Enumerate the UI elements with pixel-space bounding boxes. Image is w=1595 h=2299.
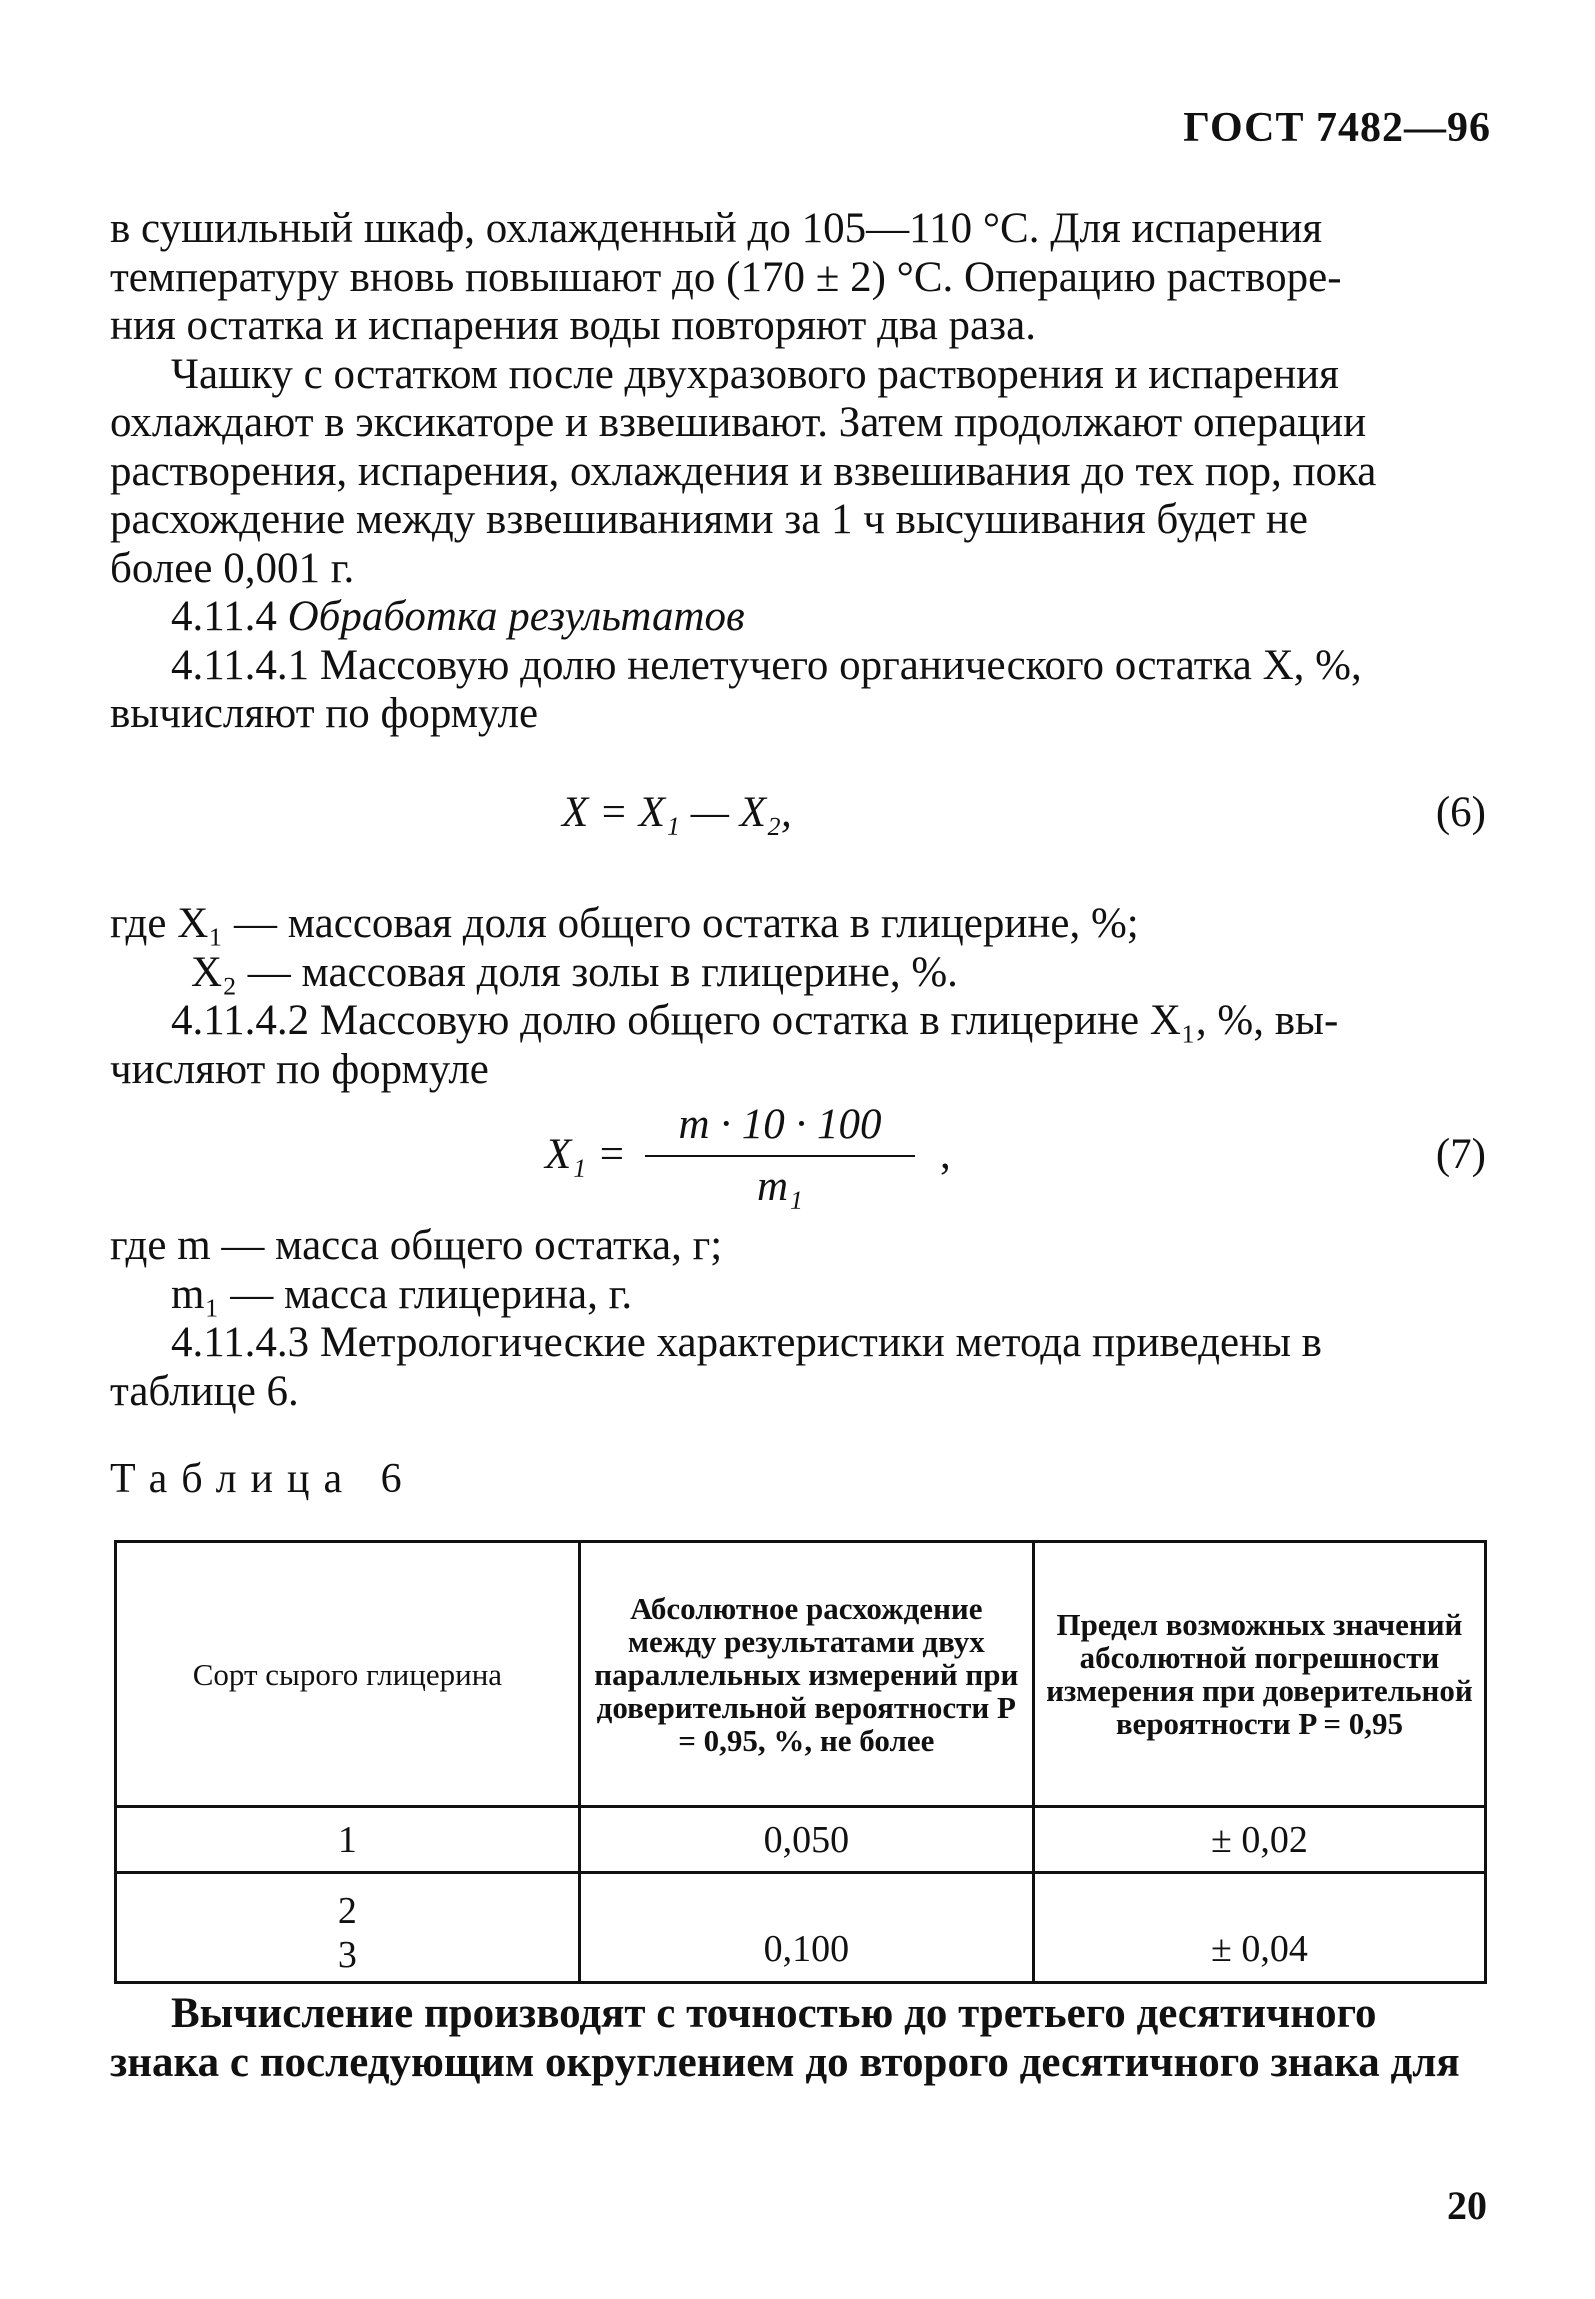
text-line: температуру вновь повышают до (170 ± 2) °С. Операцию растворе- [110,253,1342,301]
text-line: расхождение между взвешиваниями за 1 ч высушивания будет не [110,496,1308,543]
table-cell [579,1873,1033,1983]
table-cell: 0,050 [579,1807,1033,1873]
formula-7-numerator: m · 10 · 100 [678,1101,882,1148]
text-line: знака с последующим округлением до второго десятичного знака для [110,2038,1460,2086]
text-line: более 0,001 г. [110,544,355,592]
table-header-cell: Сорт сырого глицерина [116,1542,580,1807]
body-text-block-4 [110,1990,1486,2087]
table-header-row [116,1542,1486,1807]
body-text-block-2 [110,900,1486,1094]
section-heading [110,593,1486,642]
formula-6-expression: X = X₁ — X₂, [562,789,792,836]
table-caption: Таблица 6 [110,1456,416,1502]
table-cell: 1 [116,1807,580,1873]
text-line: 4.11.4.1 Массовую долю нелетучего органического остатка X, %, [171,641,1362,689]
formula-6 [110,788,1486,848]
text-line: числяют по формуле [110,1045,489,1093]
fraction-bar [645,1155,915,1157]
table-cell-line: 3 [337,1933,357,1976]
formula-6-number: (6) [1435,789,1486,836]
text-line: где m — масса общего остатка, г; [110,1222,723,1269]
formula-7-number: (7) [1435,1131,1486,1178]
table-header-cell: Предел возможных значений абсолютной погрешности измерения при доверительной вероятности P = 0,95 [1033,1542,1485,1807]
text-line: Чашку с остатком после двухразового растворения и испарения [171,350,1339,398]
formula-7-lhs: X₁ = [545,1131,626,1178]
table-cell-value: 0,100 [763,1928,850,1970]
formula-7 [110,1100,1486,1220]
text-line: вычисляют по формуле [110,690,539,737]
table-row [116,1873,1486,1983]
document-code-header: ГОСТ 7482—96 [1183,105,1491,151]
formula-7-comma: , [940,1131,951,1178]
text-line: X₂ — массовая доля золы в глицерине, %. [191,948,958,996]
body-text-block-3 [110,1222,1486,1416]
formula-7-denominator: m₁ [756,1163,803,1210]
table-cell-line: 2 [337,1889,357,1932]
metrology-table [114,1540,1487,1984]
table-cell [116,1873,580,1983]
table-cell [1033,1873,1485,1983]
table-cell-value: ± 0,04 [1211,1928,1308,1970]
section-number: 4.11.4 [171,593,277,640]
table-cell: ± 0,02 [1033,1807,1485,1873]
body-text-block-1 [110,205,1486,739]
page-number: 20 [1447,2183,1487,2228]
table-row [116,1807,1486,1873]
table-header-cell: Абсолютное расхождение между результатами двух параллельных измерений при доверительной вероятности P = 0,95, %, не более [579,1542,1033,1807]
text-line: 4.11.4.2 Массовую долю общего остатка в глицерине X₁, %, вы- [171,997,1339,1044]
text-line: m₁ — масса глицерина, г. [171,1270,633,1318]
text-line: таблице 6. [110,1367,299,1415]
text-line: в сушильный шкаф, охлажденный до 105—110 °С. Для испарения [110,205,1323,252]
text-line: ния остатка и испарения воды повторяют два раза. [110,302,1036,349]
text-line: растворения, испарения, охлаждения и взвешивания до тех пор, пока [110,447,1377,495]
section-title: Обработка результатов [287,593,745,640]
text-line: 4.11.4.3 Метрологические характеристики метода приведены в [171,1319,1322,1366]
text-line: охлаждают в эксикаторе и взвешивают. Затем продолжают операции [110,399,1367,446]
text-line: Вычисление производят с точностью до третьего десятичного [171,1990,1377,2037]
text-line: где X₁ — массовая доля общего остатка в глицерине, %; [110,900,1139,947]
